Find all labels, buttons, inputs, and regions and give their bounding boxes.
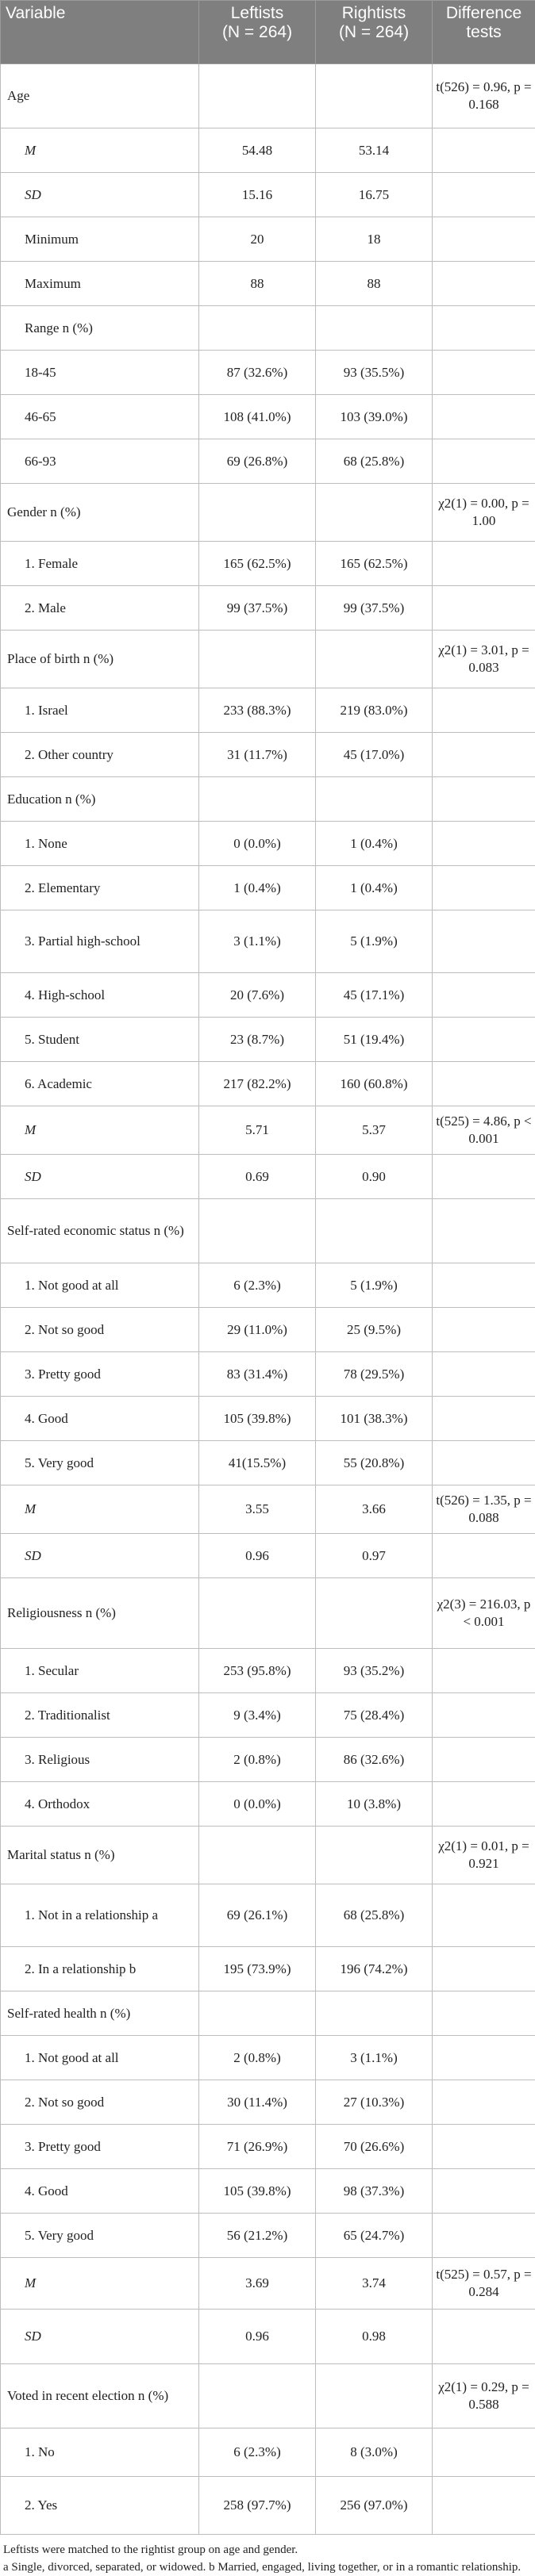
difference-test [433, 2310, 535, 2364]
table-row [1, 1738, 535, 1782]
row-label: 1. Israel [1, 688, 199, 733]
table-row [1, 1578, 535, 1649]
difference-test [433, 1155, 535, 1199]
difference-test [433, 777, 535, 822]
difference-test: t(525) = 4.86, p < 0.001 [433, 1106, 535, 1155]
rightists-value: 3.66 [316, 1485, 433, 1534]
difference-test [433, 542, 535, 586]
header-row [1, 1, 535, 64]
leftists-value: 30 (11.4%) [199, 2080, 316, 2125]
difference-test: t(526) = 0.96, p = 0.168 [433, 64, 535, 128]
row-label: Voted in recent election n (%) [1, 2364, 199, 2428]
rightists-value: 1 (0.4%) [316, 822, 433, 866]
row-label: 66-93 [1, 439, 199, 484]
difference-test [433, 306, 535, 351]
row-label: 1. No [1, 2428, 199, 2477]
row-label: SD [1, 1534, 199, 1578]
row-label: 1. Not good at all [1, 1263, 199, 1308]
table-row [1, 1199, 535, 1263]
row-label: SD [1, 173, 199, 217]
rightists-value: 0.97 [316, 1534, 433, 1578]
header-leftists-label: Leftists [204, 4, 310, 23]
difference-test [433, 1947, 535, 1991]
row-label: 2. Male [1, 586, 199, 631]
rightists-value: 68 (25.8%) [316, 439, 433, 484]
row-label: 2. Other country [1, 733, 199, 777]
leftists-value: 253 (95.8%) [199, 1649, 316, 1693]
leftists-value [199, 1991, 316, 2036]
difference-test [433, 1352, 535, 1397]
difference-test [433, 2428, 535, 2477]
table-row [1, 1827, 535, 1884]
leftists-value: 6 (2.3%) [199, 2428, 316, 2477]
difference-test [433, 1649, 535, 1693]
difference-test [433, 262, 535, 306]
row-label: Maximum [1, 262, 199, 306]
leftists-value: 0 (0.0%) [199, 822, 316, 866]
difference-test [433, 688, 535, 733]
leftists-value: 41(15.5%) [199, 1441, 316, 1485]
note-matched: Leftists were matched to the rightist group on age and gender. [3, 2541, 532, 2559]
leftists-value [199, 777, 316, 822]
leftists-value: 54.48 [199, 128, 316, 173]
row-label: Gender n (%) [1, 484, 199, 542]
rightists-value [316, 777, 433, 822]
difference-test [433, 1991, 535, 2036]
difference-test [433, 1782, 535, 1827]
leftists-value: 69 (26.1%) [199, 1884, 316, 1947]
difference-test [433, 586, 535, 631]
row-label: Marital status n (%) [1, 1827, 199, 1884]
table-row [1, 586, 535, 631]
leftists-value: 87 (32.6%) [199, 351, 316, 395]
row-label: Age [1, 64, 199, 128]
table-row [1, 1155, 535, 1199]
rightists-value [316, 484, 433, 542]
rightists-value [316, 306, 433, 351]
table-row [1, 822, 535, 866]
row-label: 46-65 [1, 395, 199, 439]
leftists-value [199, 1827, 316, 1884]
difference-test [433, 1062, 535, 1106]
rightists-value: 45 (17.0%) [316, 733, 433, 777]
table-row [1, 128, 535, 173]
leftists-value: 0 (0.0%) [199, 1782, 316, 1827]
leftists-value: 3.69 [199, 2258, 316, 2310]
table-row [1, 2310, 535, 2364]
row-label: 2. Not so good [1, 1308, 199, 1352]
table-row [1, 2364, 535, 2428]
difference-test: t(525) = 0.57, p = 0.284 [433, 2258, 535, 2310]
table-row [1, 2125, 535, 2169]
row-label: M [1, 1485, 199, 1534]
row-label: Range n (%) [1, 306, 199, 351]
table-row [1, 688, 535, 733]
leftists-value: 83 (31.4%) [199, 1352, 316, 1397]
table-row [1, 217, 535, 262]
row-label: M [1, 2258, 199, 2310]
leftists-value: 3 (1.1%) [199, 910, 316, 973]
table-row [1, 2477, 535, 2535]
leftists-value: 258 (97.7%) [199, 2477, 316, 2535]
leftists-value: 29 (11.0%) [199, 1308, 316, 1352]
row-label: 1. Not in a relationship a [1, 1884, 199, 1947]
table-row [1, 1693, 535, 1738]
row-label: 2. Not so good [1, 2080, 199, 2125]
row-label: 3. Pretty good [1, 2125, 199, 2169]
difference-test [433, 351, 535, 395]
rightists-value [316, 2364, 433, 2428]
header-leftists [199, 1, 316, 64]
rightists-value: 53.14 [316, 128, 433, 173]
row-label: 2. Yes [1, 2477, 199, 2535]
leftists-value [199, 484, 316, 542]
row-label: Education n (%) [1, 777, 199, 822]
rightists-value [316, 1578, 433, 1649]
rightists-value: 3 (1.1%) [316, 2036, 433, 2080]
table-row [1, 1397, 535, 1441]
rightists-value: 5 (1.9%) [316, 910, 433, 973]
table-notes [0, 2535, 535, 2576]
leftists-value: 1 (0.4%) [199, 866, 316, 910]
rightists-value: 3.74 [316, 2258, 433, 2310]
table-row [1, 1018, 535, 1062]
rightists-value: 8 (3.0%) [316, 2428, 433, 2477]
rightists-value [316, 1199, 433, 1263]
table-row [1, 306, 535, 351]
difference-test [433, 1199, 535, 1263]
rightists-value: 196 (74.2%) [316, 1947, 433, 1991]
difference-test [433, 2080, 535, 2125]
table-row [1, 2214, 535, 2258]
table-row [1, 439, 535, 484]
table-row [1, 542, 535, 586]
rightists-value: 75 (28.4%) [316, 1693, 433, 1738]
table-row [1, 1441, 535, 1485]
rightists-value: 10 (3.8%) [316, 1782, 433, 1827]
row-label: 2. In a relationship b [1, 1947, 199, 1991]
row-label: 2. Traditionalist [1, 1693, 199, 1738]
table-row [1, 395, 535, 439]
leftists-value [199, 2364, 316, 2428]
row-label: 4. Orthodox [1, 1782, 199, 1827]
row-label: 3. Religious [1, 1738, 199, 1782]
row-label: 4. Good [1, 2169, 199, 2214]
table-row [1, 1947, 535, 1991]
rightists-value: 88 [316, 262, 433, 306]
table-row [1, 973, 535, 1018]
leftists-value: 69 (26.8%) [199, 439, 316, 484]
rightists-value: 18 [316, 217, 433, 262]
table-row [1, 2036, 535, 2080]
table-row [1, 1106, 535, 1155]
rightists-value [316, 631, 433, 688]
table-row [1, 64, 535, 128]
leftists-value: 0.69 [199, 1155, 316, 1199]
leftists-value [199, 306, 316, 351]
rightists-value: 27 (10.3%) [316, 2080, 433, 2125]
difference-test [433, 1018, 535, 1062]
difference-test [433, 1263, 535, 1308]
row-label: Religiousness n (%) [1, 1578, 199, 1649]
leftists-value: 20 (7.6%) [199, 973, 316, 1018]
leftists-value: 3.55 [199, 1485, 316, 1534]
leftists-value: 2 (0.8%) [199, 1738, 316, 1782]
header-rightists [316, 1, 433, 64]
row-label: 3. Pretty good [1, 1352, 199, 1397]
difference-test [433, 217, 535, 262]
row-label: 18-45 [1, 351, 199, 395]
header-variable: Variable [1, 1, 199, 64]
table-row [1, 262, 535, 306]
rightists-value: 5.37 [316, 1106, 433, 1155]
leftists-value: 2 (0.8%) [199, 2036, 316, 2080]
difference-test [433, 1308, 535, 1352]
table-row [1, 631, 535, 688]
table-row [1, 1485, 535, 1534]
rightists-value: 93 (35.2%) [316, 1649, 433, 1693]
leftists-value: 88 [199, 262, 316, 306]
leftists-value [199, 64, 316, 128]
row-label: M [1, 128, 199, 173]
difference-test [433, 439, 535, 484]
header-leftists-n: (N = 264) [204, 23, 310, 42]
leftists-value: 0.96 [199, 2310, 316, 2364]
leftists-value: 233 (88.3%) [199, 688, 316, 733]
row-label: Self-rated economic status n (%) [1, 1199, 199, 1263]
difference-test [433, 866, 535, 910]
table-row [1, 1884, 535, 1947]
difference-test [433, 973, 535, 1018]
difference-test [433, 822, 535, 866]
row-label: Self-rated health n (%) [1, 1991, 199, 2036]
rightists-value [316, 64, 433, 128]
rightists-value [316, 1991, 433, 2036]
rightists-value: 103 (39.0%) [316, 395, 433, 439]
difference-test [433, 2036, 535, 2080]
row-label: 1. Secular [1, 1649, 199, 1693]
header-difference: Difference tests [433, 1, 535, 64]
leftists-value: 31 (11.7%) [199, 733, 316, 777]
rightists-value: 1 (0.4%) [316, 866, 433, 910]
difference-test [433, 733, 535, 777]
difference-test [433, 1884, 535, 1947]
rightists-value: 0.90 [316, 1155, 433, 1199]
leftists-value: 20 [199, 217, 316, 262]
leftists-value: 71 (26.9%) [199, 2125, 316, 2169]
header-rightists-label: Rightists [321, 4, 427, 23]
leftists-value: 99 (37.5%) [199, 586, 316, 631]
table-row [1, 733, 535, 777]
row-label: SD [1, 1155, 199, 1199]
row-label: 1. None [1, 822, 199, 866]
leftists-value: 217 (82.2%) [199, 1062, 316, 1106]
difference-test [433, 173, 535, 217]
rightists-value [316, 1827, 433, 1884]
header-rightists-n: (N = 264) [321, 23, 427, 42]
leftists-value: 23 (8.7%) [199, 1018, 316, 1062]
row-label: 1. Female [1, 542, 199, 586]
table-row [1, 1263, 535, 1308]
table-row [1, 2428, 535, 2477]
row-label: 4. High-school [1, 973, 199, 1018]
table-row [1, 910, 535, 973]
row-label: 5. Very good [1, 1441, 199, 1485]
table-row [1, 2080, 535, 2125]
table-row [1, 1991, 535, 2036]
rightists-value: 160 (60.8%) [316, 1062, 433, 1106]
difference-test [433, 1738, 535, 1782]
table-row [1, 2169, 535, 2214]
leftists-value: 9 (3.4%) [199, 1693, 316, 1738]
rightists-value: 68 (25.8%) [316, 1884, 433, 1947]
rightists-value: 219 (83.0%) [316, 688, 433, 733]
difference-test [433, 2477, 535, 2535]
row-label: 1. Not good at all [1, 2036, 199, 2080]
difference-test [433, 2125, 535, 2169]
leftists-value: 6 (2.3%) [199, 1263, 316, 1308]
table-row [1, 2258, 535, 2310]
rightists-value: 78 (29.5%) [316, 1352, 433, 1397]
rightists-value: 25 (9.5%) [316, 1308, 433, 1352]
difference-test [433, 1693, 535, 1738]
difference-test: t(526) = 1.35, p = 0.088 [433, 1485, 535, 1534]
difference-test [433, 1534, 535, 1578]
table-row [1, 1649, 535, 1693]
table-row [1, 1352, 535, 1397]
rightists-value: 45 (17.1%) [316, 973, 433, 1018]
table-row [1, 173, 535, 217]
difference-test: χ2(1) = 3.01, p = 0.083 [433, 631, 535, 688]
difference-test [433, 128, 535, 173]
leftists-value: 15.16 [199, 173, 316, 217]
leftists-value [199, 1199, 316, 1263]
difference-test [433, 2214, 535, 2258]
difference-test [433, 395, 535, 439]
difference-test: χ2(1) = 0.00, p = 1.00 [433, 484, 535, 542]
difference-test [433, 1441, 535, 1485]
rightists-value: 99 (37.5%) [316, 586, 433, 631]
row-label: 3. Partial high-school [1, 910, 199, 973]
leftists-value: 0.96 [199, 1534, 316, 1578]
leftists-value: 108 (41.0%) [199, 395, 316, 439]
rightists-value: 16.75 [316, 173, 433, 217]
leftists-value: 105 (39.8%) [199, 2169, 316, 2214]
rightists-value: 165 (62.5%) [316, 542, 433, 586]
table-row [1, 1308, 535, 1352]
rightists-value: 5 (1.9%) [316, 1263, 433, 1308]
rightists-value: 93 (35.5%) [316, 351, 433, 395]
rightists-value: 70 (26.6%) [316, 2125, 433, 2169]
table-row [1, 1782, 535, 1827]
rightists-value: 101 (38.3%) [316, 1397, 433, 1441]
leftists-value: 105 (39.8%) [199, 1397, 316, 1441]
rightists-value: 51 (19.4%) [316, 1018, 433, 1062]
difference-test: χ2(1) = 0.01, p = 0.921 [433, 1827, 535, 1884]
difference-test: χ2(1) = 0.29, p = 0.588 [433, 2364, 535, 2428]
row-label: 5. Student [1, 1018, 199, 1062]
table-row [1, 777, 535, 822]
table-row [1, 351, 535, 395]
table-row [1, 866, 535, 910]
row-label: 4. Good [1, 1397, 199, 1441]
leftists-value: 165 (62.5%) [199, 542, 316, 586]
leftists-value [199, 1578, 316, 1649]
row-label: Place of birth n (%) [1, 631, 199, 688]
leftists-value [199, 631, 316, 688]
difference-test [433, 910, 535, 973]
rightists-value: 65 (24.7%) [316, 2214, 433, 2258]
rightists-value: 0.98 [316, 2310, 433, 2364]
leftists-value: 56 (21.2%) [199, 2214, 316, 2258]
difference-test [433, 2169, 535, 2214]
difference-test [433, 1397, 535, 1441]
row-label: 5. Very good [1, 2214, 199, 2258]
leftists-value: 195 (73.9%) [199, 1947, 316, 1991]
table-row [1, 1534, 535, 1578]
rightists-value: 86 (32.6%) [316, 1738, 433, 1782]
leftists-value: 5.71 [199, 1106, 316, 1155]
difference-test: χ2(3) = 216.03, p < 0.001 [433, 1578, 535, 1649]
row-label: SD [1, 2310, 199, 2364]
table-row [1, 484, 535, 542]
row-label: 6. Academic [1, 1062, 199, 1106]
rightists-value: 256 (97.0%) [316, 2477, 433, 2535]
row-label: 2. Elementary [1, 866, 199, 910]
rightists-value: 98 (37.3%) [316, 2169, 433, 2214]
rightists-value: 55 (20.8%) [316, 1441, 433, 1485]
row-label: M [1, 1106, 199, 1155]
note-footnotes: a Single, divorced, separated, or widowed. b Married, engaged, living together, or in a romantic relationship. [3, 2559, 532, 2576]
row-label: Minimum [1, 217, 199, 262]
table-row [1, 1062, 535, 1106]
